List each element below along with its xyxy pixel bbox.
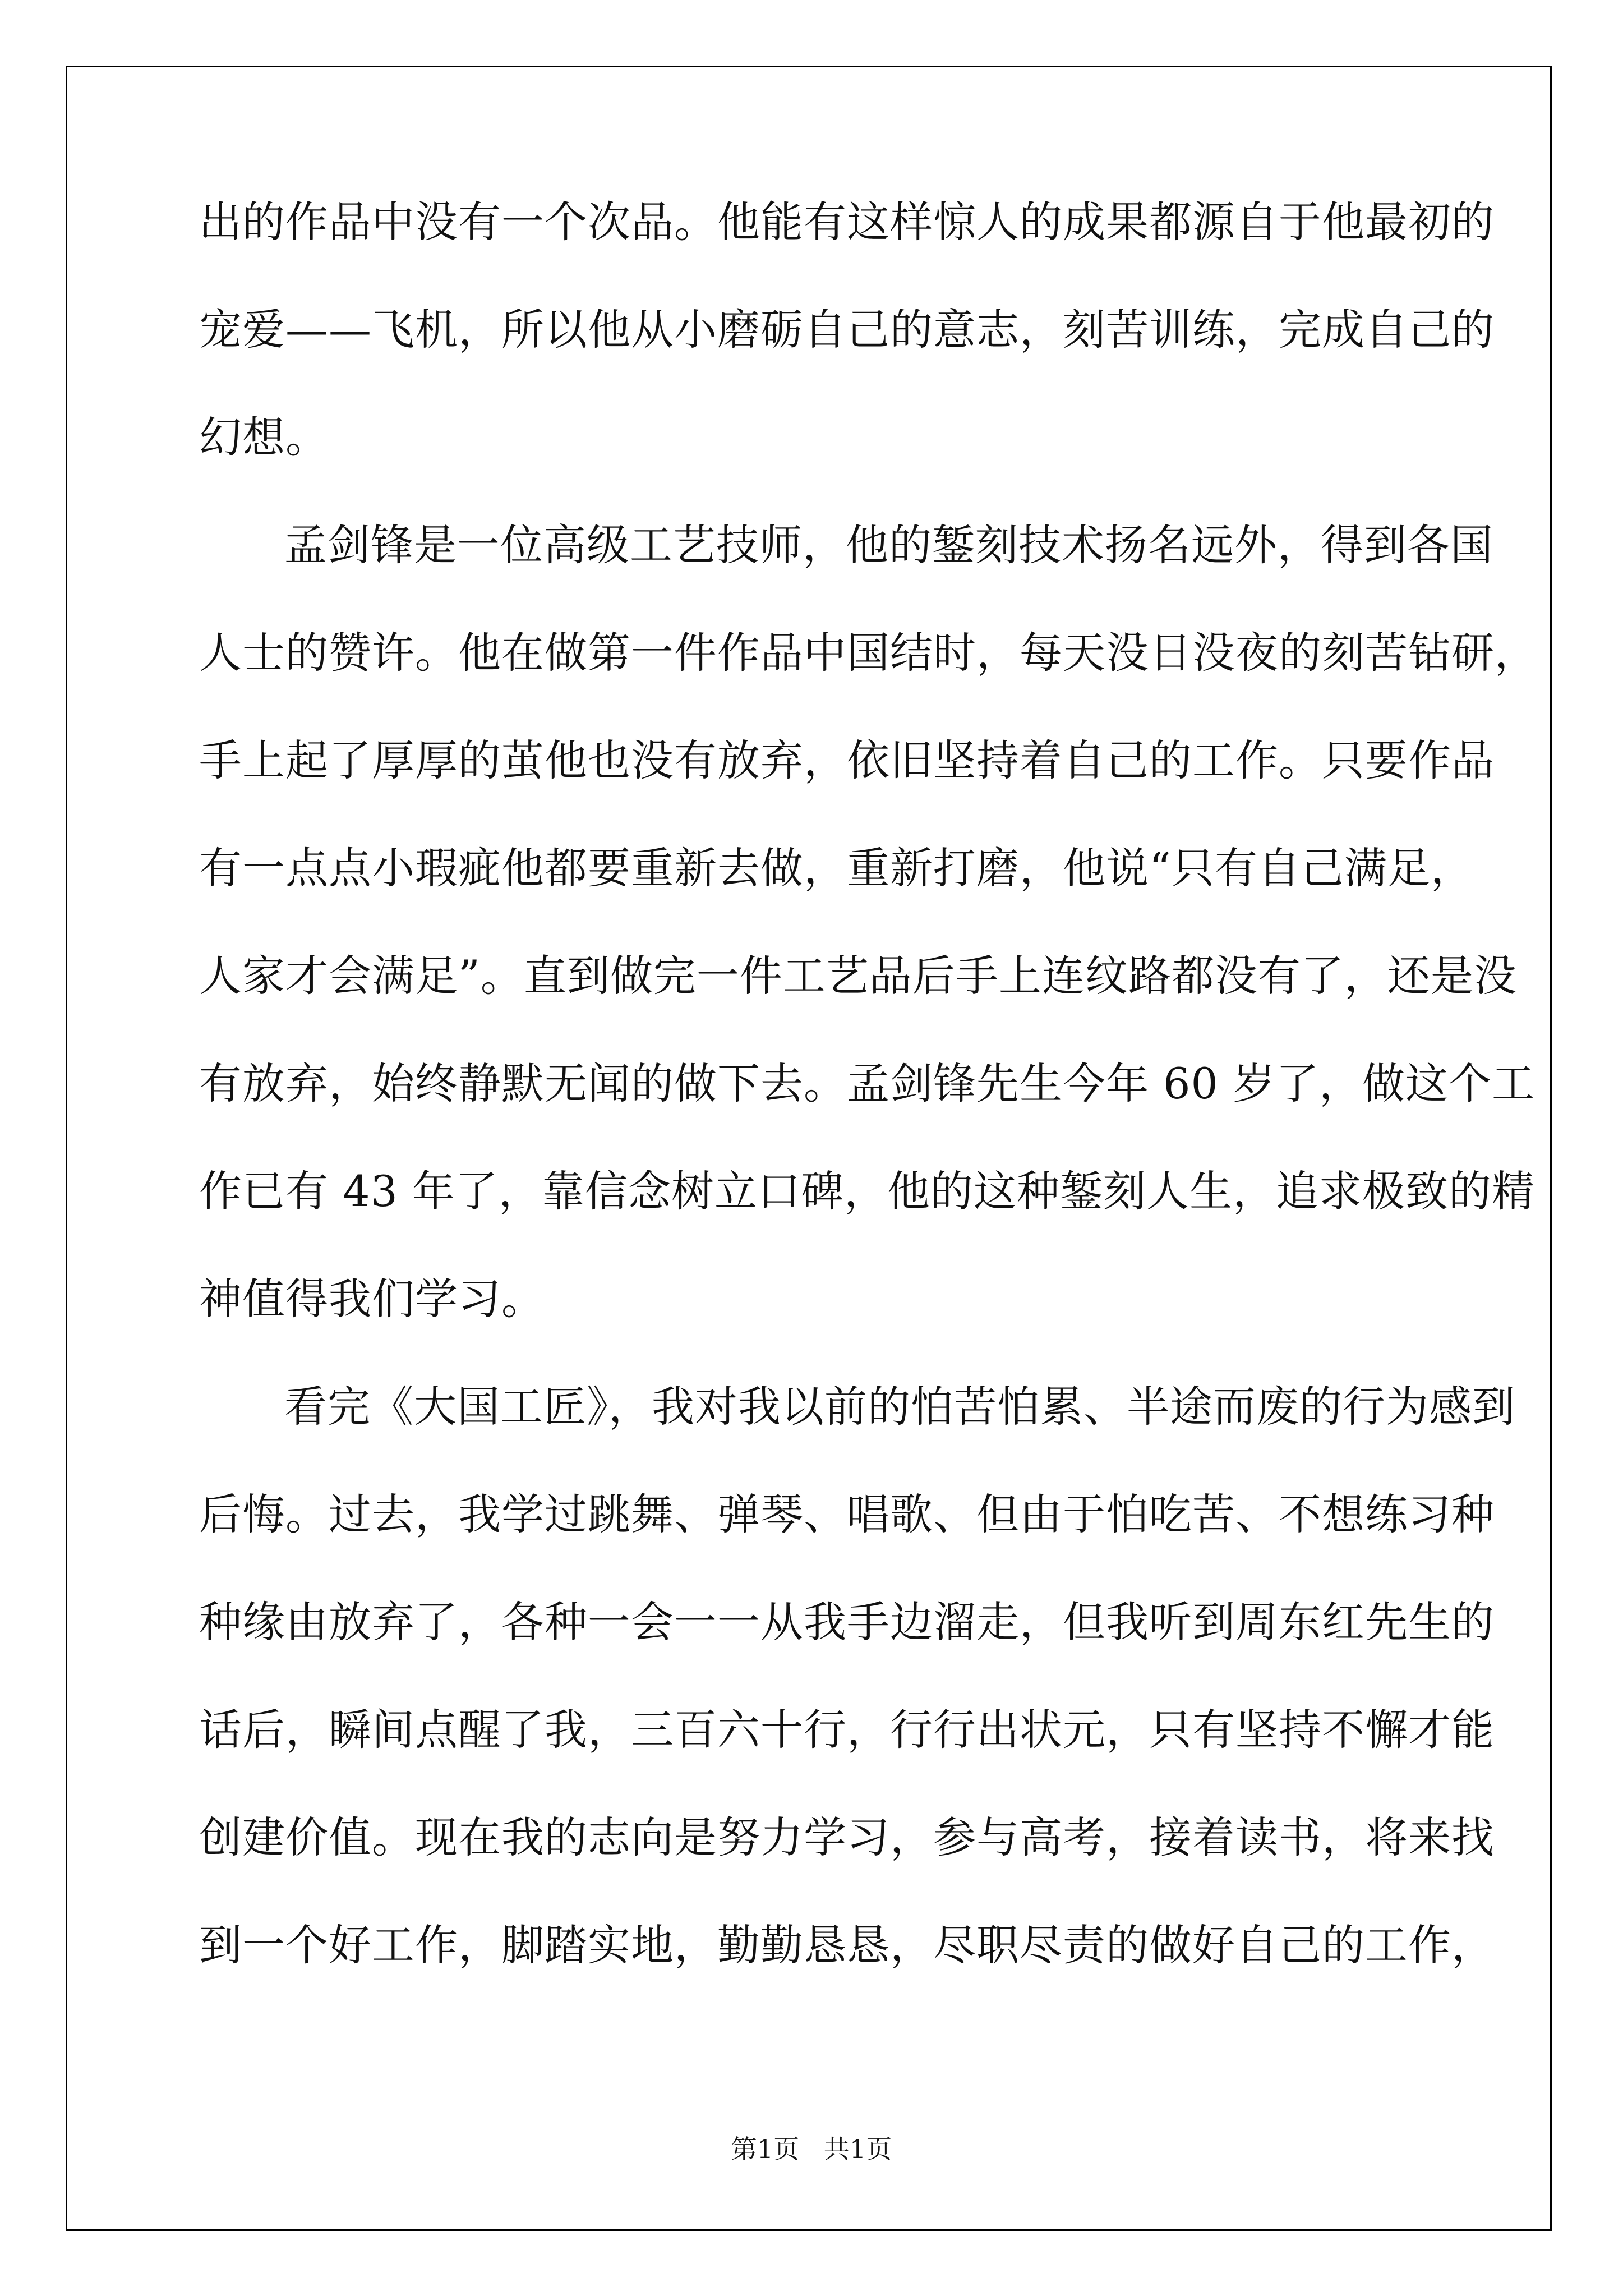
text-line: 人士的赞许。他在做第一件作品中国结时，每天没日没夜的刻苦钻研， [199,628,1538,678]
text-line: 出的作品中没有一个次品。他能有这样惊人的成果都源自于他最初的 [199,197,1495,247]
text-line: 幻想。 [199,412,329,462]
text-line: 后悔。过去，我学过跳舞、弹琴、唱歌、但由于怕吃苦、不想练习种 [199,1489,1495,1539]
text-line: 种缘由放弃了，各种一会一一从我手边溜走，但我听到周东红先生的 [199,1597,1495,1647]
text-line: 有放弃，始终静默无闻的做下去。孟剑锋先生今年 60 岁了，做这个工 [199,1059,1536,1108]
text-line: 手上起了厚厚的茧他也没有放弃，依旧坚持着自己的工作。只要作品 [199,735,1495,785]
text-line: 话后，瞬间点醒了我，三百六十行，行行出状元，只有坚持不懈才能 [199,1705,1495,1755]
document-body [199,168,1538,1999]
text-line: 神值得我们学习。 [199,1274,545,1324]
text-line: 看完《大国工匠》，我对我以前的怕苦怕累、半途而废的行为感到 [284,1382,1515,1432]
text-line: 有一点点小瑕疵他都要重新去做，重新打磨，他说“只有自己满足， [199,843,1474,893]
text-line: 到一个好工作，脚踏实地，勤勤恳恳，尽职尽责的做好自己的工作， [199,1920,1495,1970]
page-footer: 第1页 共1页 [731,2134,892,2164]
text-line: 人家才会满足”。直到做完一件工艺品后手上连纹路都没有了，还是没 [199,951,1517,1001]
text-line: 孟剑锋是一位高级工艺技师，他的錾刻技术扬名远外，得到各国 [284,520,1493,570]
text-line: 创建价值。现在我的志向是努力学习，参与高考，接着读书，将来找 [199,1812,1495,1862]
text-line: 宠爱——飞机，所以他从小磨砺自己的意志，刻苦训练，完成自己的 [199,305,1495,355]
text-line: 作已有 43 年了，靠信念树立口碑，他的这种錾刻人生，追求极致的精 [199,1166,1536,1216]
